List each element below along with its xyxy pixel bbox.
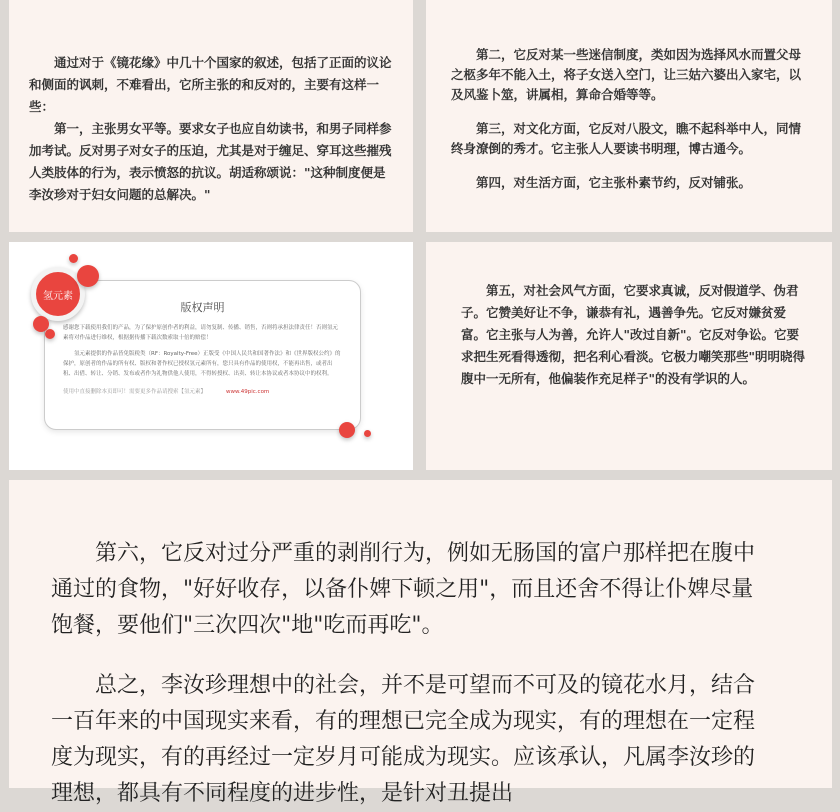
decor-circle	[339, 422, 355, 438]
copyright-panel	[9, 242, 413, 470]
copyright-footer: 使用中直接删除本页即可！需要更多作品请搜索【氢元素】	[63, 389, 207, 395]
copyright-card	[44, 280, 361, 430]
decor-circle	[69, 254, 78, 263]
paragraph-conclusion: 总之，李汝珍理想中的社会，并不是可望而不可及的镜花水月，结合一百年来的中国现实来看，有的理想已完全成为现实，有的理想在一定程度为现实，有的再经过一定岁月可能成为现实。应该承认，凡属李汝珍的理想，都具有不同程度的进步性，是针对丑提出	[51, 673, 756, 806]
paragraph-sixth: 第六，它反对过分严重的剥削行为，例如无肠国的富户那样把在腹中通过的食物，"好好收存，以备仆婢下顿之用"，而且还舍不得让仆婢尽量饱餐，要他们"三次四次"地"吃而再吃"。	[51, 541, 756, 638]
paragraph-third: 第三，对文化方面，它反对八股文，瞧不起科举中人，同情终身潦倒的秀才。它主张人人要读书明理，博古通今。	[451, 121, 802, 156]
copyright-text-1: 感谢您下载使用我们的产品，为了保护原创作者的利益，请勿复制、传播、销售，否则将承担法律责任！否则氢元素将对作品进行维权，根据据传播下载次数索取十倍的赔偿！	[63, 325, 339, 341]
slide-panel-5	[9, 480, 832, 806]
slide-panel-2	[426, 0, 832, 232]
decor-circle	[45, 329, 55, 339]
slide-panel-4	[426, 242, 832, 470]
decor-circle	[364, 430, 371, 437]
slide-panel-1	[9, 0, 413, 232]
paragraph-first: 第一，主张男女平等。要求女子也应自幼读书，和男子同样参加考试。反对男子对女子的压迫，尤其是对于缠足、穿耳这些摧残人类肢体的行为，表示愤怒的抗议。胡适称颂说："这种制度便是李汝珍对于妇女问题的总解决。"	[29, 121, 392, 202]
paragraph-fifth: 第五，对社会风气方面，它要求真诚，反对假道学、伪君子。它赞美好让不争，谦恭有礼，遇善争先。它反对嫌贫爱富。它主张与人为善，允许人"改过自新"。它反对争讼。它要求把生死看得透彻，把名利心看淡。它极力嘲笑那些"明明晓得腹中一无所有，他偏装作充足样子"的没有学识的人。	[461, 283, 806, 386]
copyright-title: 版权声明	[180, 301, 225, 314]
logo-text: 氢元素	[43, 290, 73, 302]
decor-circle	[77, 265, 99, 287]
copyright-text-2: 氢元素提供的作品皆免版税类（RF：Royalty-Free）正版受《中国人民共和国著作法》和《世界版权公约》的保护，原创者的作品的所有权、版权和著作权已授权氢元素所有，您只具有作品的使用权，不能再出售，或者出租、出借、转让、分销、发布或者作为礼物供他人使用，不得转授权、出卖、转让本协议或者本协议中的权利。	[63, 351, 341, 377]
copyright-url[interactable]: www.49pic.com	[226, 389, 270, 395]
paragraph-fourth: 第四，对生活方面，它主张朴素节约，反对铺张。	[476, 175, 752, 190]
paragraph-second: 第二，它反对某一些迷信制度，类如因为选择风水而置父母之柩多年不能入土，将子女送入空门，让三姑六婆出入家宅，以及风鉴卜筮，讲属相，算命合婚等等。	[451, 47, 802, 102]
paragraph-intro: 通过对于《镜花缘》中几十个国家的叙述，包括了正面的议论和侧面的讽刺，不难看出，它所主张的和反对的，主要有这样一些：	[29, 55, 392, 114]
